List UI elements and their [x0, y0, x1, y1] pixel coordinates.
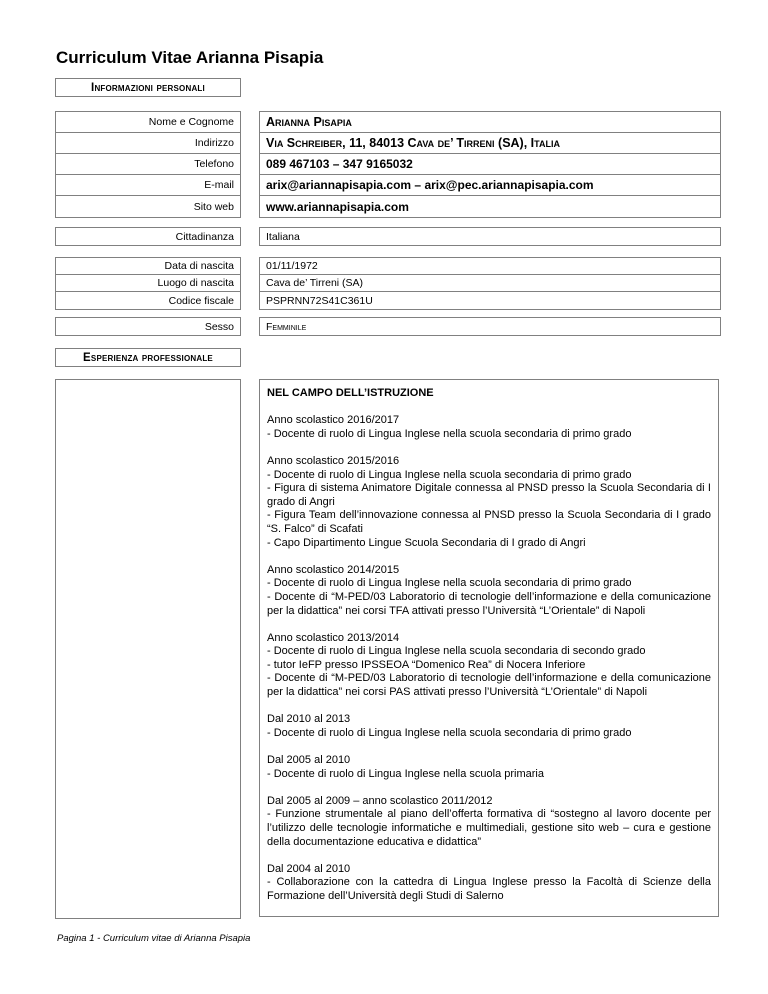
field-value-fiscal-code: PSPRNN72S41C361U — [266, 294, 373, 307]
experience-item-list — [267, 768, 711, 782]
section-label: Esperienza professionale — [83, 351, 213, 364]
experience-item-list — [267, 577, 711, 618]
experience-item: - Capo Dipartimento Lingue Scuola Secondaria di I grado di Angri — [267, 536, 586, 549]
experience-item: - Docente di ruolo di Lingua Inglese nella scuola secondaria di primo grado — [267, 427, 632, 440]
experience-period: Dal 2005 al 2009 – anno scolastico 2011/2012 — [267, 794, 493, 807]
experience-item: - Docente di ruolo di Lingua Inglese nella scuola secondaria di primo grado — [267, 577, 632, 590]
experience-item: - Docente di ruolo di Lingua Inglese nella scuola secondaria di primo grado — [267, 468, 632, 481]
experience-empty-cell — [55, 379, 241, 919]
field-value-birthplace: Cava de’ Tirreni (SA) — [266, 277, 364, 289]
table-gap-column — [241, 317, 259, 336]
table-row — [260, 275, 720, 292]
experience-item: - Docente di “M-PED/03 Laboratorio di tecnologie dell’informazione e della comunicazione per la didattica” nei corsi PAS attivati presso l’Università “L’Orientale” di Napoli — [267, 672, 711, 699]
table-gap-column — [241, 111, 259, 218]
experience-item-list — [267, 727, 711, 741]
experience-block — [267, 414, 711, 441]
experience-period: Dal 2004 al 2010 — [267, 862, 351, 875]
experience-table — [55, 379, 768, 919]
experience-block — [267, 632, 711, 700]
experience-period: Dal 2005 al 2010 — [267, 754, 351, 767]
experience-item: - tutor IeFP presso IPSSEOA “Domenico Rea” di Nocera Inferiore — [267, 658, 586, 671]
experience-period: Anno scolastico 2013/2014 — [267, 631, 400, 644]
experience-period: Anno scolastico 2015/2016 — [267, 454, 400, 467]
experience-block — [267, 863, 711, 904]
table-row — [260, 154, 720, 175]
section-header-esperienza-professionale — [55, 348, 241, 367]
field-label: Sesso — [204, 320, 234, 333]
experience-block — [267, 713, 711, 740]
experience-period: Anno scolastico 2014/2015 — [267, 563, 400, 576]
table-row — [56, 228, 240, 245]
contact-value-column — [259, 111, 721, 218]
table-gap-column — [241, 227, 259, 246]
field-label: Luogo di nascita — [157, 277, 234, 289]
table-row — [260, 228, 720, 245]
experience-block — [267, 795, 711, 849]
field-label: Data di nascita — [164, 260, 234, 272]
table-row — [56, 133, 240, 154]
experience-item: - Funzione strumentale al piano dell’offerta formativa di “sostegno al lavoro docente per l’utilizzo delle tecnologie informatiche e multimediali, gestione sito web – cura e gestione della documentazione educativa e didattica” — [267, 808, 711, 848]
experience-block — [267, 754, 711, 781]
experience-content-cell — [259, 379, 719, 917]
birth-data-table — [55, 257, 768, 310]
personal-contact-table — [55, 111, 768, 218]
table-row — [260, 196, 720, 217]
field-label: Codice fiscale — [168, 294, 234, 307]
experience-item-list — [267, 876, 711, 903]
page-footer: Pagina 1 - Curriculum vitae di Arianna Pisapia — [57, 933, 251, 944]
table-row — [56, 292, 240, 309]
field-label: Sito web — [193, 200, 234, 213]
table-row — [260, 175, 720, 196]
table-row — [56, 275, 240, 292]
experience-item: - Docente di ruolo di Lingua Inglese nella scuola secondaria di primo grado — [267, 726, 632, 739]
sex-table — [55, 317, 768, 336]
field-value-citizenship: Italiana — [266, 230, 300, 243]
experience-item: - Docente di “M-PED/03 Laboratorio di tecnologie dell’informazione e della comunicazione per la didattica” nei corsi TFA attivati presso l’Università “L’Orientale” di Napoli — [267, 590, 711, 617]
table-row — [56, 154, 240, 175]
experience-item: - Docente di ruolo di Lingua Inglese nella scuola primaria — [267, 767, 544, 780]
table-row — [56, 175, 240, 196]
experience-item: - Docente di ruolo di Lingua Inglese nella scuola secondaria di secondo grado — [267, 645, 646, 658]
table-row — [260, 292, 720, 309]
experience-block-list — [267, 414, 711, 903]
field-label: Nome e Cognome — [148, 116, 234, 128]
table-row — [260, 318, 720, 335]
experience-item-list — [267, 808, 711, 849]
section-header-informazioni-personali — [55, 78, 241, 97]
field-label: Cittadinanza — [175, 230, 234, 243]
table-row — [56, 258, 240, 275]
table-row — [260, 258, 720, 275]
experience-block — [267, 564, 711, 618]
experience-item-list — [267, 469, 711, 551]
field-value-name: Arianna Pisapia — [266, 115, 352, 129]
page-title: Curriculum Vitae Arianna Pisapia — [56, 48, 324, 67]
experience-item: - Figura di sistema Animatore Digitale connessa al PNSD presso la Scuola Secondaria di I grado di Angri — [267, 482, 711, 508]
field-value-birthdate: 01/11/1972 — [266, 260, 318, 272]
table-row — [56, 112, 240, 133]
experience-item: - Collaborazione con la cattedra di Lingua Inglese presso la Facoltà di Scienze della Formazione dell’Università degli Studi di Salerno — [267, 876, 711, 902]
field-value-email: arix@ariannapisapia.com – arix@pec.ariannapisapia.com — [266, 178, 594, 192]
table-row — [56, 196, 240, 217]
field-value-sex: Femminile — [266, 320, 307, 333]
experience-block — [267, 455, 711, 550]
table-row — [260, 133, 720, 154]
field-label: Indirizzo — [194, 137, 234, 149]
experience-heading: NEL CAMPO DELL’ISTRUZIONE — [267, 387, 434, 399]
contact-label-column — [55, 111, 241, 218]
table-row — [260, 112, 720, 133]
citizenship-table — [55, 227, 768, 246]
table-gap-column — [241, 257, 259, 310]
field-value-phone: 089 467103 – 347 9165032 — [266, 157, 413, 171]
experience-period: Dal 2010 al 2013 — [267, 713, 351, 726]
experience-item-list — [267, 428, 711, 442]
field-value-website: www.ariannapisapia.com — [266, 199, 409, 214]
field-label: Telefono — [194, 158, 234, 170]
experience-item: - Figura Team dell’innovazione connessa al PNSD presso la Scuola Secondaria di I grado “S. Falco” di Scafati — [267, 509, 711, 535]
experience-item-list — [267, 645, 711, 699]
experience-period: Anno scolastico 2016/2017 — [267, 414, 400, 427]
field-label: E-mail — [204, 179, 234, 191]
field-value-address: Via Schreiber, 11, 84013 Cava de’ Tirreni (SA), Italia — [266, 136, 560, 150]
section-label: Informazioni personali — [91, 81, 205, 94]
table-gap-column — [241, 379, 259, 919]
table-row — [56, 318, 240, 335]
